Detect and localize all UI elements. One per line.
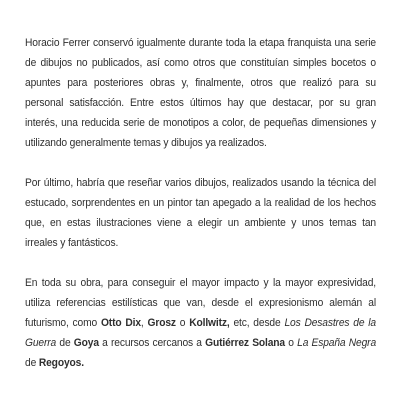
paragraph-3-text-2: , bbox=[140, 317, 148, 329]
artist-name-otto-dix: Otto Dix bbox=[100, 317, 141, 329]
artist-name-goya: Goya bbox=[73, 337, 99, 349]
artist-name-solana: Gutiérrez Solana bbox=[205, 337, 286, 349]
paragraph-2: Por último, habría que reseñar varios dibujos, realizados usando la técnica del estucado, sorprendentes en un pintor tan apegado a la realidad de los hechos que, en estas ilustraciones viene a elegir un ambiente y unos temas tan irreales y fantásticos. bbox=[25, 177, 376, 249]
paragraph-3-text-3: o bbox=[175, 317, 190, 329]
article-body bbox=[25, 33, 376, 373]
artist-name-kollwitz: Kollwitz, bbox=[189, 317, 230, 329]
work-title-desastres: Los Desastres de la Guerra bbox=[25, 317, 376, 349]
artist-name-regoyos: Regoyos. bbox=[38, 357, 84, 369]
paragraph-3-text-8: de bbox=[25, 357, 39, 369]
paragraph-3-text-4: etc, desde bbox=[229, 317, 285, 329]
artist-name-grosz: Grosz bbox=[147, 317, 176, 329]
paragraph-3-text-5: de bbox=[56, 337, 74, 349]
paragraph-1: Horacio Ferrer conservó igualmente durante toda la etapa franquista una serie de dibujos no publicados, así como otros que constituían simples bocetos o apuntes para posteriores obras y, finalmente, otros que realizó para su personal satisfacción. Entre estos últimos hay que destacar, por su gran interés, una reducida serie de monotipos a color, de pequeñas dimensiones y utilizando generalmente temas y dibujos ya realizados. bbox=[25, 37, 376, 149]
paragraph-3-text-6: a recursos cercanos a bbox=[98, 337, 206, 349]
paragraph-3-text-7: o bbox=[285, 337, 298, 349]
work-title-espana-negra: La España Negra bbox=[297, 337, 377, 349]
paragraph-3 bbox=[25, 273, 376, 373]
paragraph-3-text-1: En toda su obra, para conseguir el mayor impacto y la mayor expresividad, utiliza referencias estilísticas que van, desde el expresionismo alemán al futurismo, como bbox=[25, 277, 376, 329]
